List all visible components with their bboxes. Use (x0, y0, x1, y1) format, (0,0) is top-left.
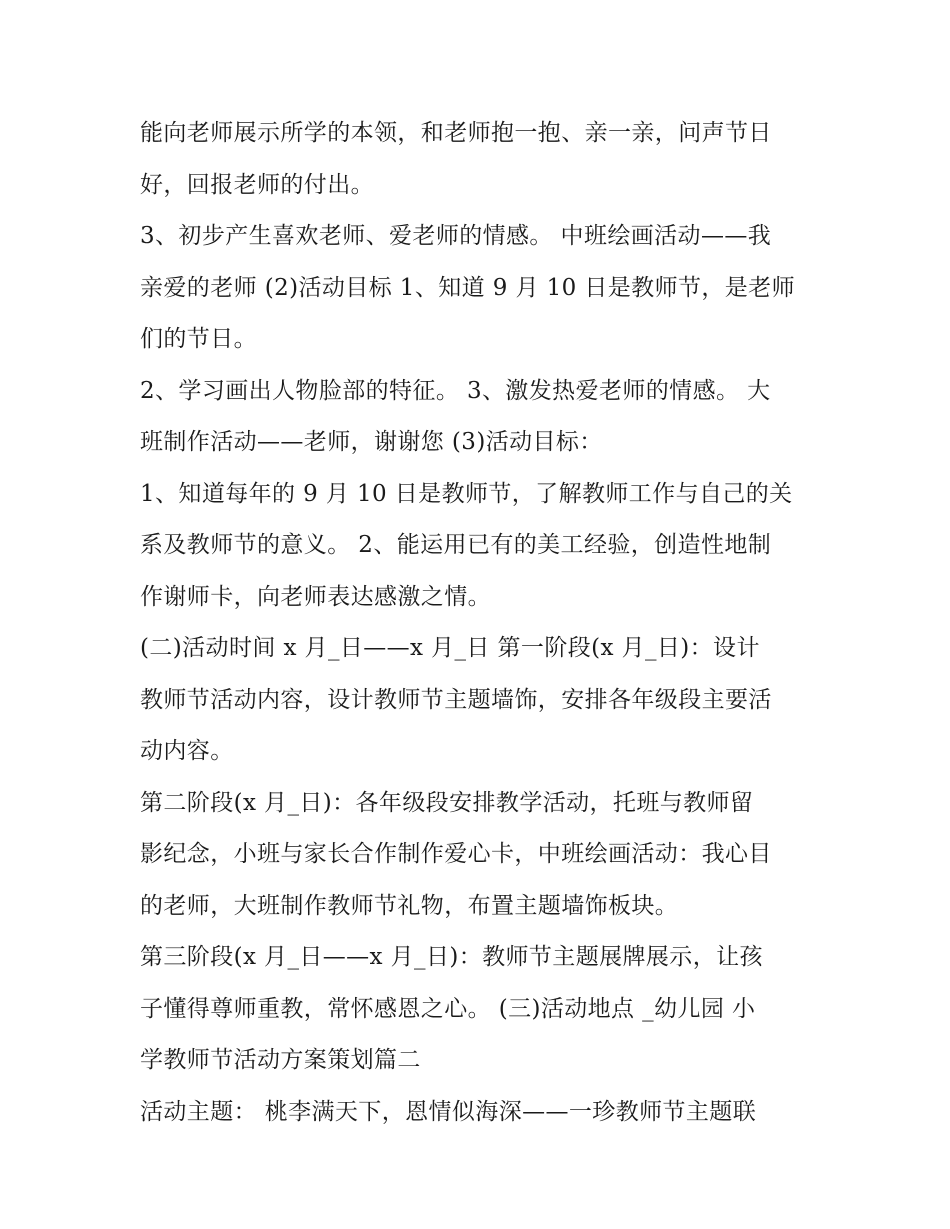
text-line: 学教师节活动方案策划篇二 (140, 1047, 421, 1073)
text-line: 教师节活动内容，设计教师节主题墙饰，安排各年级段主要活 (140, 686, 772, 713)
text-line: 第三阶段(x 月_日——x 月_日)：教师节主题展牌展示，让孩 (140, 944, 763, 970)
text-line: 能向老师展示所学的本领，和老师抱一抱、亲一亲，问声节日 (140, 120, 772, 146)
text-line: 班制作活动——老师，谢谢您 (3)活动目标： (140, 429, 603, 455)
text-line: 第二阶段(x 月_日)：各年级段安排教学活动，托班与教师留 (140, 789, 754, 816)
text-line: 2、学习画出人物脸部的特征。 3、激发热爱老师的情感。 大 (140, 377, 771, 404)
text-line: 亲爱的老师 (2)活动目标 1、知道 9 月 10 日是教师节，是老师 (140, 274, 795, 301)
text-line: (二)活动时间 x 月_日——x 月_日 第一阶段(x 月_日)：设计 (140, 635, 760, 661)
text-line: 作谢师卡，向老师表达感激之情。 (140, 583, 491, 610)
text-line: 影纪念，小班与家长合作制作爱心卡，中班绘画活动：我心目 (140, 841, 772, 867)
text-line: 子懂得尊师重教，常怀感恩之心。 (三)活动地点 _幼儿园 小 (140, 995, 756, 1022)
document-body (140, 108, 812, 1138)
text-line: 活动主题： 桃李满天下，恩情似海深——一珍教师节主题联 (140, 1098, 757, 1125)
text-line: 系及教师节的意义。 2、能运用已有的美工经验，创造性地制 (140, 532, 772, 558)
text-line: 1、知道每年的 9 月 10 日是教师节，了解教师工作与自己的关 (140, 480, 793, 507)
text-line: 好，回报老师的付出。 (140, 171, 374, 198)
text-line: 3、初步产生喜欢老师、爱老师的情感。 中班绘画活动——我 (140, 223, 772, 249)
text-line: 动内容。 (140, 738, 234, 764)
text-line: 的老师，大班制作教师节礼物，布置主题墙饰板块。 (140, 892, 679, 919)
text-line: 们的节日。 (140, 326, 257, 352)
